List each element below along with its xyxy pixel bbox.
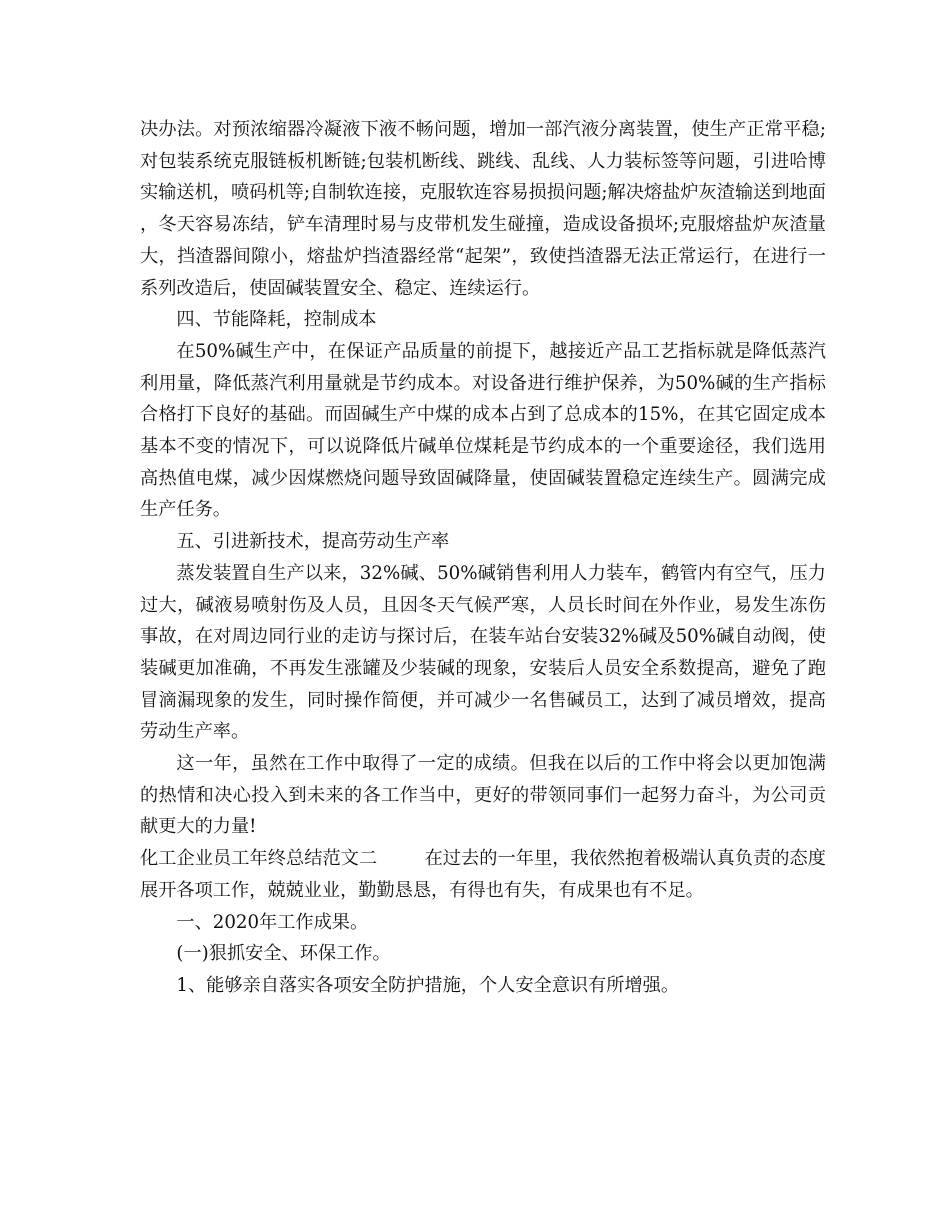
paragraph-conclusion: 这一年，虽然在工作中取得了一定的成绩。但我在以后的工作中将会以更加饱满的热情和决心投入到未来的各工作当中，更好的带领同事们一起努力奋斗，为公司贡献更大的力量!	[140, 753, 826, 838]
paragraph-new-technology: 蒸发装置自生产以来，32%碱、50%碱销售利用人力装车，鹤管内有空气，压力过大，碱液易喷射伤及人员，且因冬天气候严寒，人员长时间在外作业，易发生冻伤事故，在对周边同行业的走访与探讨后，在装车站台安装32%碱及50%碱自动阀，使装碱更加准确，不再发生涨罐及少装碱的现象，安装后人员安全系数提高，避免了跑冒滴漏现象的发生，同时操作简便，并可减少一名售碱员工，达到了减员增效，提高劳动生产率。	[140, 562, 826, 743]
paragraph-energy-saving: 在50%碱生产中，在保证产品质量的前提下，越接近产品工艺指标就是降低蒸汽利用量，降低蒸汽利用量就是节约成本。对设备进行维护保养，为50%碱的生产指标合格打下良好的基础。而固碱生产中煤的成本占到了总成本的15%，在其它固定成本基本不变的情况下，可以说降低片碱单位煤耗是节约成本的一个重要途径，我们选用高热值电煤，减少因煤燃烧问题导致固碱降量，使固碱装置稳定连续生产。圆满完成生产任务。	[140, 340, 826, 521]
paragraph-continuation: 决办法。对预浓缩器冷凝液下液不畅问题，增加一部汽液分离装置，使生产正常平稳;对包装系统克服链板机断链;包装机断线、跳线、乱线、人力装标签等问题，引进哈博实输送机，喷码机等;自制软连接，克服软连容易损损问题;解决熔盐炉灰渣输送到地面，冬天容易冻结，铲车清理时易与皮带机发生碰撞，造成设备损坏;克服熔盐炉灰渣量大，挡渣器间隙小，熔盐炉挡渣器经常“起架”，致使挡渣器无法正常运行，在进行一系列改造后，使固碱装置安全、稳定、连续运行。	[140, 119, 826, 299]
document-body	[140, 114, 826, 1002]
paragraph-sample-two-intro: 在过去的一年里，我依然抱着极端认真负责的态度展开各项工作，兢兢业业，勤勤恳恳，有得也有失，有成果也有不足。	[140, 848, 826, 901]
paragraph-sample-two	[140, 843, 826, 906]
document-title-two: 化工企业员工年终总结范文二	[140, 848, 378, 870]
section-heading-achievements: 一、2020年工作成果。	[176, 911, 369, 933]
subsection-heading-safety: (一)狠抓安全、环保工作。	[176, 943, 391, 965]
section-heading-new-technology: 五、引进新技术，提高劳动生产率	[176, 531, 450, 553]
list-item-1: 1、能够亲自落实各项安全防护措施，个人安全意识有所增强。	[176, 974, 680, 996]
section-heading-energy-saving: 四、节能降耗，控制成本	[176, 309, 377, 331]
